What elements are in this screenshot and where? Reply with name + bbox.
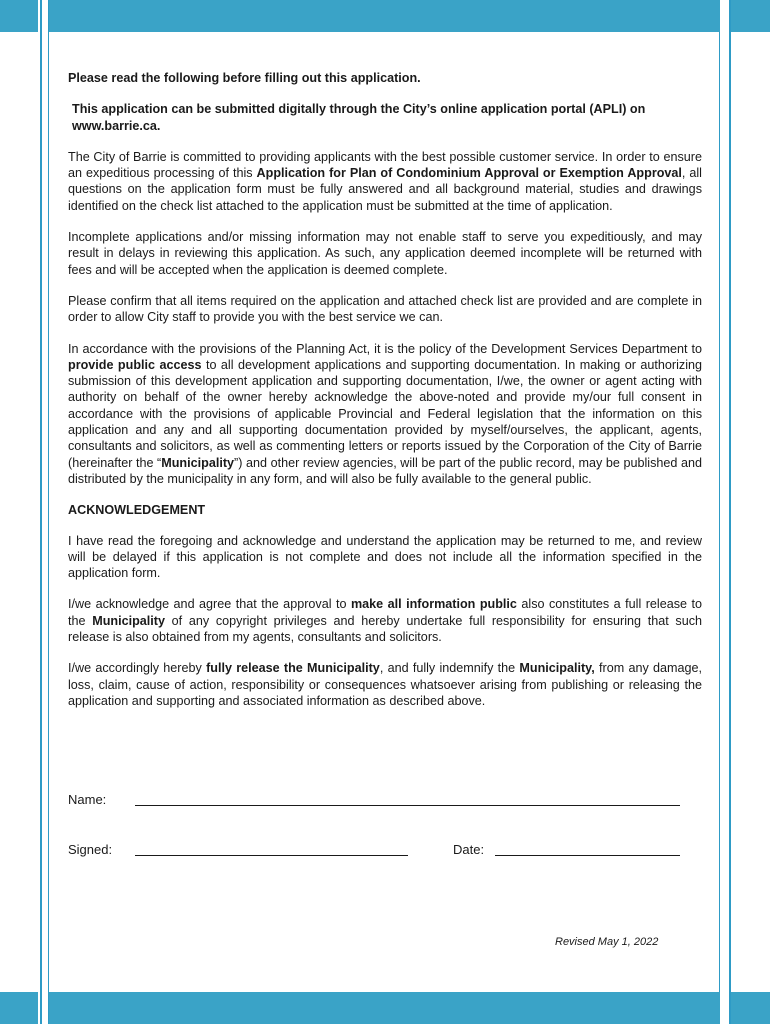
date-field[interactable] <box>495 855 680 856</box>
footer-band-left <box>0 992 38 1024</box>
document-body <box>68 70 702 724</box>
paragraph-release-municipality: I/we accordingly hereby fully release the Municipality, and fully indemnify the Municipality, from any damage, loss, claim, cause of action, responsibility or consequences whatsoever arising from publishing or releasing the application and supporting and associated information as described above. <box>68 661 703 708</box>
paragraph-information-public: I/we acknowledge and agree that the approval to make all information public also constitutes a full release to the Municipality of any copyright privileges and hereby undertake full responsibility for ensuring that such release is also obtained from my agents, consultants and solicitors. <box>68 597 702 645</box>
left-margin-strip <box>0 0 42 1024</box>
paragraph-acknowledge-read: I have read the foregoing and acknowledge and understand the application may be returned to me, and review will be delayed if this application is not complete and does not include all the information specified in the application form. <box>68 533 702 581</box>
signature-field[interactable] <box>135 855 408 856</box>
header-band-right <box>731 0 770 32</box>
header-band <box>49 0 720 32</box>
name-field[interactable] <box>135 805 680 806</box>
paragraph-confirm-items: Please confirm that all items required on the application and attached check list are provided and are complete in order to allow City staff to provide you with the best service we can. <box>68 293 702 325</box>
name-label: Name: <box>68 792 107 807</box>
footer-band <box>49 992 720 1024</box>
header-band-left <box>0 0 38 32</box>
signed-label: Signed: <box>68 842 113 857</box>
footer-band-right <box>731 992 770 1024</box>
paragraph-incomplete-applications: Incomplete applications and/or missing information may not enable staff to serve you expeditiously, and may result in delays in reviewing this application. As such, any application deemed incomplete will be returned with fees and will be accepted when the application is deemed complete. <box>68 230 702 277</box>
date-label: Date: <box>453 842 485 857</box>
acknowledgement-title: ACKNOWLEDGEMENT <box>68 503 206 518</box>
paragraph-customer-service: The City of Barrie is committed to providing applicants with the best possible customer service. In order to ensure an expeditious processing of this Application for Plan of Condominium Approval or Exemption Approval, all questions on the application form must be fully answered and all background material, studies and drawings identified on the check list attached to the application must be submitted at the time of application. <box>68 149 702 213</box>
page-heading: Please read the following before filling out this application. <box>68 71 421 85</box>
online-portal-notice: This application can be submitted digitally through the City’s online application portal (APLI) on www.barrie.ca. <box>72 102 646 133</box>
right-margin-strip <box>729 0 770 1024</box>
paragraph-planning-act: In accordance with the provisions of the Planning Act, it is the policy of the Development Services Department to provide public access to all development applications and supporting documentation. In making or authorizing submission of this development application and supporting documentation, I/we, the owner or agent acting with authority on behalf of the owner hereby acknowledge the above-noted and provide my/our full consent in accordance with the provisions of applicable Provincial and Federal legislation that the information on this application and any and all supporting documentation provided by myself/ourselves, the applicant, agents, consultants and solicitors, as well as commenting letters or reports issued by the Corporation of the City of Barrie (hereinafter the “Municipality”) and other review agencies, will be part of the public record, may be published and distributed by the municipality in any form, and will also be fully available to the general public. <box>68 341 703 486</box>
revision-date: Revised May 1, 2022 <box>555 936 659 948</box>
